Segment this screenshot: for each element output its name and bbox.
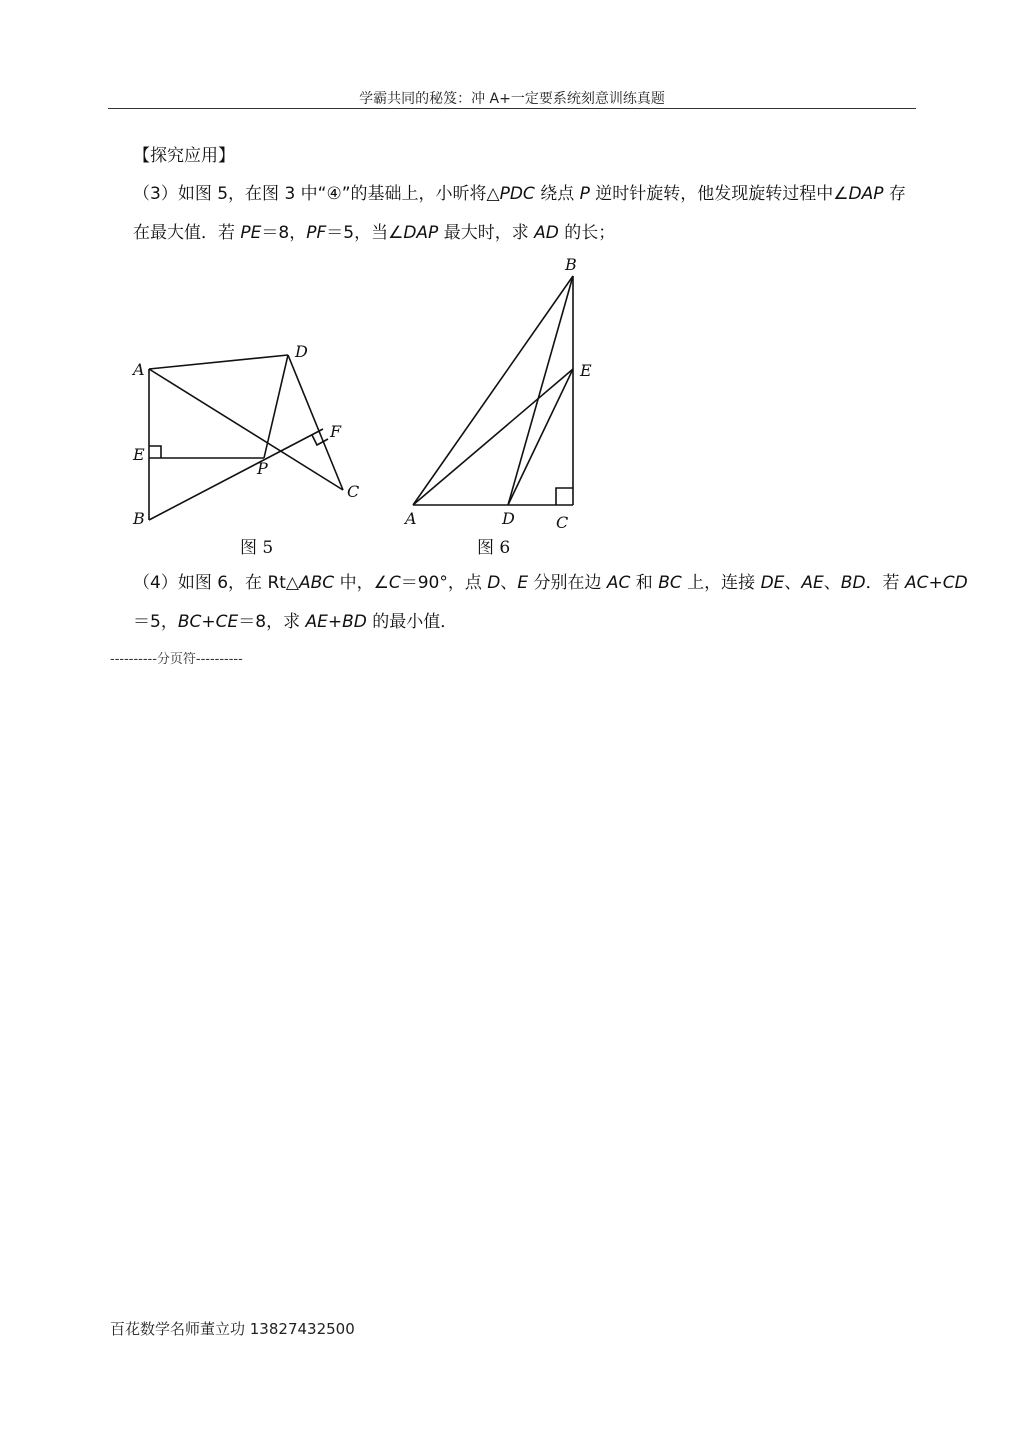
q3-math: PDC bbox=[499, 184, 535, 204]
figure-6 bbox=[403, 255, 592, 558]
figure-5 bbox=[131, 342, 359, 558]
segment-AC bbox=[149, 369, 343, 490]
q3-math: DAP bbox=[403, 223, 439, 243]
q4-text: ．若 bbox=[865, 573, 905, 593]
segment-AB bbox=[413, 276, 573, 505]
label-C: C bbox=[556, 513, 569, 532]
page-footer: 百花数学名师董立功 13827432500 bbox=[110, 1320, 355, 1338]
q4-math: D bbox=[487, 573, 501, 593]
q4-math: ABC bbox=[299, 573, 335, 593]
figure-5-caption: 图 5 bbox=[240, 538, 274, 558]
q4-text: 和 bbox=[630, 573, 659, 593]
label-E: E bbox=[133, 445, 145, 464]
q4-math: BC bbox=[658, 573, 682, 593]
q4-text: + bbox=[327, 612, 343, 632]
q4-text: ＝90°，点 bbox=[400, 573, 488, 593]
q3-math: PF bbox=[306, 223, 327, 243]
q4-math: BD bbox=[840, 573, 866, 593]
label-E: E bbox=[580, 361, 592, 380]
q4-text: 、 bbox=[500, 573, 518, 593]
q4-math: DE bbox=[760, 573, 785, 593]
right-angle-mark-C bbox=[556, 488, 573, 505]
q3-text: 最大时，求 bbox=[438, 223, 535, 243]
page-header-title: 学霸共同的秘笈：冲 A+一定要系统刻意训练真题 bbox=[359, 91, 665, 107]
q4-math: CD bbox=[942, 573, 968, 593]
label-B: B bbox=[133, 509, 145, 528]
right-angle-mark-E bbox=[149, 446, 161, 458]
q3-math: AD bbox=[534, 223, 559, 243]
q3-math: DAP bbox=[848, 184, 884, 204]
label-P: P bbox=[257, 459, 268, 478]
segment-BF bbox=[149, 429, 323, 520]
label-A: A bbox=[405, 509, 417, 528]
q4-math: BD bbox=[342, 612, 367, 632]
q4-text: 的最小值． bbox=[366, 612, 458, 632]
q4-math: AC bbox=[904, 573, 929, 593]
q4-math: E bbox=[517, 573, 529, 593]
label-D: D bbox=[295, 342, 308, 361]
label-D: D bbox=[502, 509, 515, 528]
q4-math: C bbox=[388, 573, 401, 593]
q4-math: AC bbox=[606, 573, 631, 593]
right-angle-mark-F bbox=[312, 435, 328, 445]
q4-text: 上，连接 bbox=[681, 573, 761, 593]
q3-text: 绕点 bbox=[534, 184, 580, 204]
q4-text: ＝5， bbox=[133, 612, 178, 632]
label-A: A bbox=[133, 360, 145, 379]
question-4-line-1 bbox=[133, 572, 968, 594]
page-break-marker: ----------分页符---------- bbox=[110, 652, 243, 667]
q3-math: P bbox=[579, 184, 590, 204]
label-B: B bbox=[565, 255, 577, 274]
q3-text: 的长； bbox=[558, 223, 616, 243]
q3-text: 在最大值．若 bbox=[133, 223, 241, 243]
q4-text: 、 bbox=[784, 573, 802, 593]
label-C: C bbox=[347, 482, 360, 501]
figures-area bbox=[0, 0, 1024, 580]
q3-text: 逆时针旋转，他发现旋转过程中∠ bbox=[589, 184, 849, 204]
q3-text: ＝5，当∠ bbox=[326, 223, 404, 243]
q4-text: 分别在边 bbox=[528, 573, 607, 593]
label-F: F bbox=[330, 422, 342, 441]
q4-math: AE bbox=[305, 612, 328, 632]
q4-math: BC bbox=[177, 612, 202, 632]
q4-text: （4）如图 6，在 Rt△ bbox=[133, 573, 299, 593]
segment-DP bbox=[264, 355, 288, 458]
q4-text: ＝8，求 bbox=[238, 612, 306, 632]
q4-text: 、 bbox=[823, 573, 841, 593]
q3-text: （3）如图 5，在图 3 中“④”的基础上，小昕将△ bbox=[133, 184, 500, 204]
q3-text: 存 bbox=[883, 184, 906, 204]
q4-math: AE bbox=[801, 573, 824, 593]
q4-text: + bbox=[928, 573, 943, 593]
q3-text: ＝8， bbox=[261, 223, 307, 243]
q4-text: + bbox=[201, 612, 216, 632]
q3-math: PE bbox=[240, 223, 262, 243]
question-4-line-2 bbox=[133, 611, 457, 633]
segment-AD bbox=[149, 355, 288, 369]
section-title: 【探究应用】 bbox=[133, 146, 235, 166]
figure-6-caption: 图 6 bbox=[477, 538, 511, 558]
q4-math: CE bbox=[215, 612, 239, 632]
q4-text: 中，∠ bbox=[334, 573, 389, 593]
